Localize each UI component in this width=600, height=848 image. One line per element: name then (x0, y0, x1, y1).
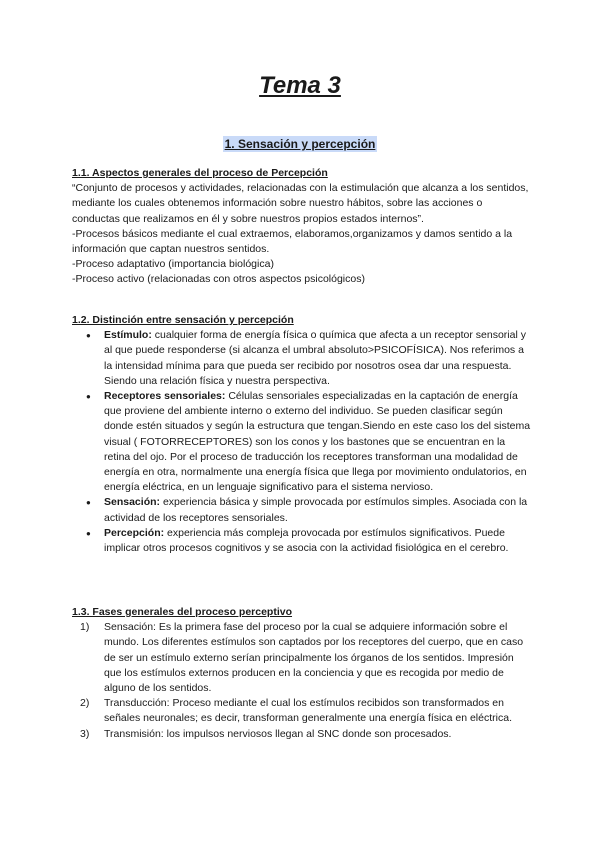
term: Receptores sensoriales: (104, 390, 226, 403)
section-1-1-heading: 1.1. Aspectos generales del proceso de Percepción (72, 167, 328, 179)
definition: experiencia más compleja provocada por estímulos significativos. Puede implicar otros procesos cognitivos y se asocia con la actividad fisiológica en el cerebro. (104, 526, 509, 555)
paragraph-adaptive: -Proceso adaptativo (importancia biológica) (72, 258, 274, 271)
term: Sensación: (104, 496, 161, 509)
list-item (80, 696, 532, 726)
definition: experiencia básica y simple provocada por estímulos simples. Asociada con la actividad de los receptores sensoriales. (104, 496, 528, 524)
term: Percepción: (104, 526, 165, 539)
item-number: 1) (80, 621, 90, 634)
item-text: Sensación: Es la primera fase del proceso por la cual se adquiere información sobre el mundo. Los diferentes estímulos son captados por los receptores del cuerpo, que en caso de ser un estímulo externo serían principalmente los órganos de los sentidos. Impresión que los estímulos externos producen en la conciencia y que es recogida por medio de alguno de los sentidos. (104, 621, 524, 695)
item-text: Transducción: Proceso mediante el cual los estímulos recibidos son transformados en señales neuronales; es decir, transforman generalmente una energía física en eléctrica. (104, 697, 512, 725)
phases-list (72, 620, 532, 742)
section-1-1 (72, 166, 532, 288)
term: Estímulo: (104, 329, 152, 342)
paragraph-definition: “Conjunto de procesos y actividades, relacionadas con la estimulación que alcanza a los sentidos, mediante los cuales obtenemos información sobre nuestro hábitos, sobre las acciones o conductas que realizamos en él y sobre nuestros propios estados internos”. (72, 182, 529, 225)
item-number: 3) (80, 727, 90, 740)
paragraph-basic-processes: -Procesos básicos mediante el cual extraemos, elaboramos,organizamos y damos sentido a la información que captan nuestros sentidos. (72, 227, 513, 256)
list-item (104, 328, 532, 389)
list-item (80, 620, 532, 696)
distinction-list (72, 328, 532, 556)
section-1-3-heading: 1.3. Fases generales del proceso perceptivo (72, 606, 293, 618)
section-1-3 (72, 605, 532, 742)
paragraph-active: -Proceso activo (relacionadas con otros aspectos psicológicos) (72, 273, 365, 286)
section-1-2-heading: 1.2. Distinción entre sensación y percepción (72, 314, 294, 326)
section-title (0, 137, 600, 151)
definition: cualquier forma de energía física o química que afecta a un receptor sensorial y al que puede responderse (si alcanza el umbral absoluto>PSICOFÍSICA). Nos referimos a la intensidad mínima para que pueda ser recibido por nosotros osea dar una respuesta. Siendo una relación física y nuestra perspectiva. (104, 329, 526, 387)
list-item (104, 389, 532, 495)
list-item (104, 495, 532, 525)
item-number: 2) (80, 697, 90, 710)
list-item (80, 727, 532, 742)
page-title: Tema 3 (259, 72, 341, 99)
section-title-highlight: 1. Sensación y percepción (224, 137, 376, 151)
section-1-2 (72, 313, 532, 556)
definition: Células sensoriales especializadas en la captación de energía que proviene del ambiente interno o externo del individuo. Se pueden clasificar según donde estén situados y según la estructura que tengan.Siendo en este caso los del sistema visual ( FOTORRECEPTORES) son los conos y los bastones que se encuentran en la retina del ojo. Por el proceso de traducción los receptores transforman una modalidad de energía en otra, normalmente una energía física que llega por movimiento ondulatorios, en energía eléctrica, en un lenguaje significativo para el sistema nervioso. (104, 390, 531, 494)
list-item (104, 526, 532, 556)
item-text: Transmisión: los impulsos nerviosos llegan al SNC donde son procesados. (104, 727, 452, 740)
